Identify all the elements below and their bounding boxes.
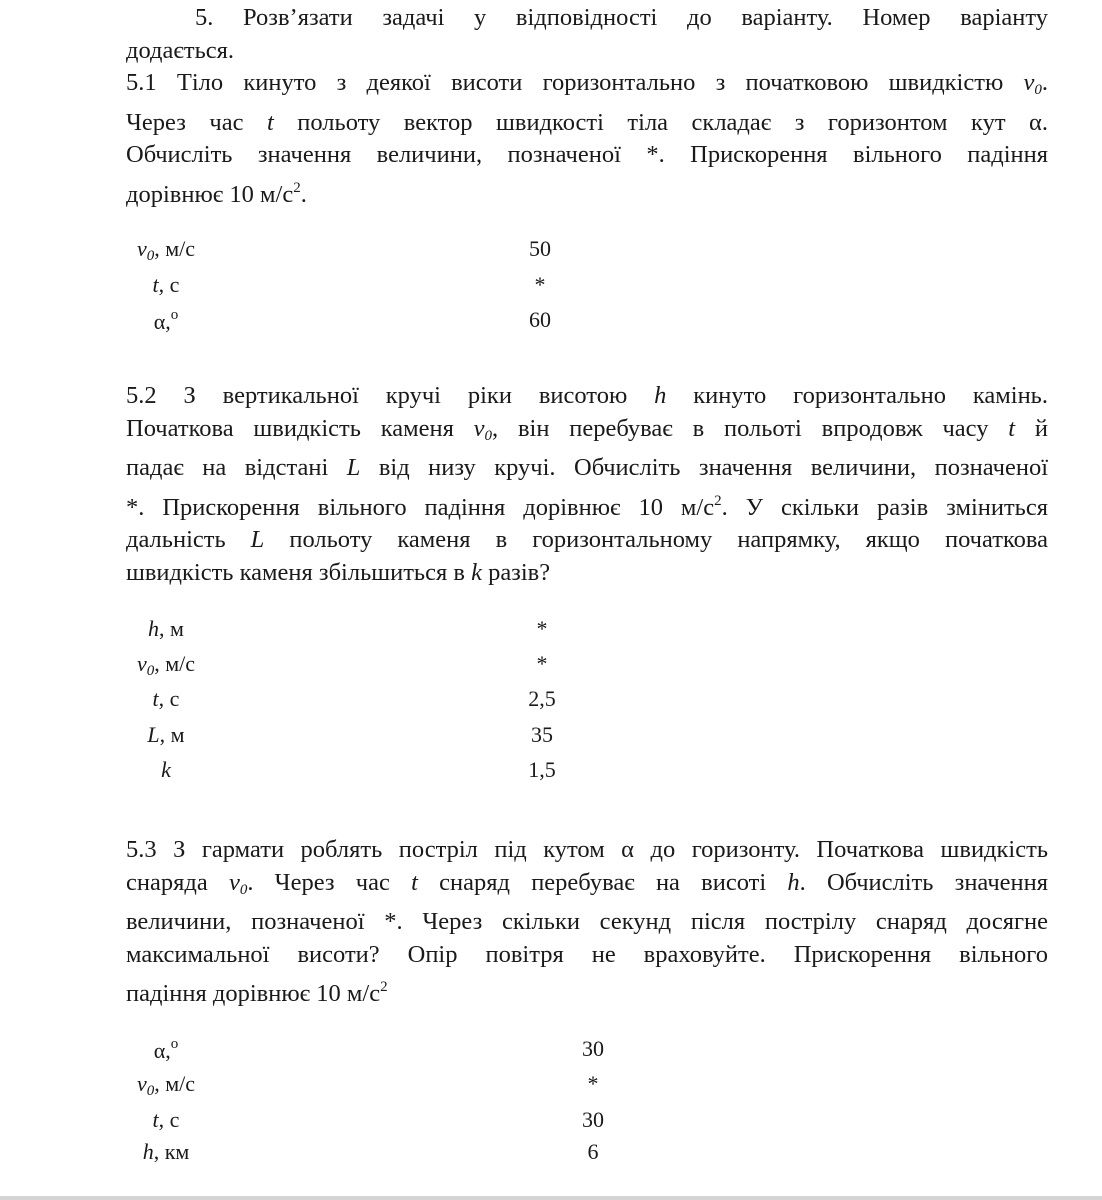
p52-line-1: 5.2 З вертикальної кручі ріки висотою h кинуто горизонтально камінь.: [126, 382, 1048, 409]
table-row: t, с *: [152, 272, 546, 297]
task-intro: [126, 2, 1048, 67]
table-row: h, м *: [148, 616, 548, 641]
intro-line-1: 5. Розв’язати задачі у відповідності до варіанту. Номер варіанту: [195, 4, 1048, 31]
table-row: t, с 30: [152, 1107, 604, 1132]
table-row: k 1,5: [161, 757, 556, 782]
table-row: $v_0$, м/с 50: [136, 236, 551, 264]
p53-line-1: 5.3 З гармати роблять постріл під кутом α до горизонту. Початкова швидкість: [126, 836, 1048, 863]
p51-line-4: дорівнює 10 $м/с^2$.: [126, 179, 307, 208]
p53-line-2: снаряда $v_0$. Через час t снаряд перебуває на висоті h. Обчисліть значення: [126, 868, 1049, 898]
p51-line-2: Через час t польоту вектор швидкості тіла складає з горизонтом кут α.: [126, 108, 1049, 136]
intro-line-2: додається.: [126, 36, 235, 64]
p51-line-3: Обчисліть значення величини, позначеної *. Прискорення вільного падіння: [126, 141, 1048, 169]
p52-line-2: Початкова швидкість каменя $v_0$, він перебуває в польоті впродовж часу t й: [126, 414, 1048, 444]
p52-line-5: дальність L польоту каменя в горизонтальному напрямку, якщо початкова: [126, 526, 1048, 554]
problem-5-2: [126, 380, 1048, 590]
p53-line-4: максимальної висоти? Опір повітря не враховуйте. Прискорення вільного: [126, 940, 1048, 968]
table-row: $v_0$, м/с *: [136, 1071, 599, 1099]
problem-5-3: [126, 834, 1048, 1011]
p52-line-4: *. Прискорення вільного падіння дорівнює 10 $м/с^2$. У скільки разів зміниться: [126, 492, 1048, 521]
table-row: h, км 6: [142, 1139, 599, 1164]
table-row: L, м 35: [147, 722, 553, 747]
table-row: α,$^о$ 30: [153, 1036, 604, 1063]
p53-line-5: падіння дорівнює 10 $м/с^2$: [126, 979, 388, 1008]
p52-line-6: швидкість каменя збільшиться в k разів?: [126, 558, 551, 586]
p51-line-1: 5.1 Тіло кинуто з деякої висоти горизонтально з початковою швидкістю $v_0$.: [126, 69, 1048, 98]
p52-line-3: падає на відстані L від низу кручі. Обчисліть значення величини, позначеної: [126, 454, 1049, 482]
problem-5-1: [126, 67, 1048, 211]
p53-line-3: величини, позначеної *. Через скільки секунд після пострілу снаряд досягне: [126, 908, 1048, 936]
table-row: t, с 2,5: [152, 686, 556, 711]
table-row: $v_0$, м/с *: [136, 651, 548, 679]
page-bottom-border: [0, 1196, 1102, 1200]
table-row: α,$^о$ 60: [153, 307, 551, 334]
